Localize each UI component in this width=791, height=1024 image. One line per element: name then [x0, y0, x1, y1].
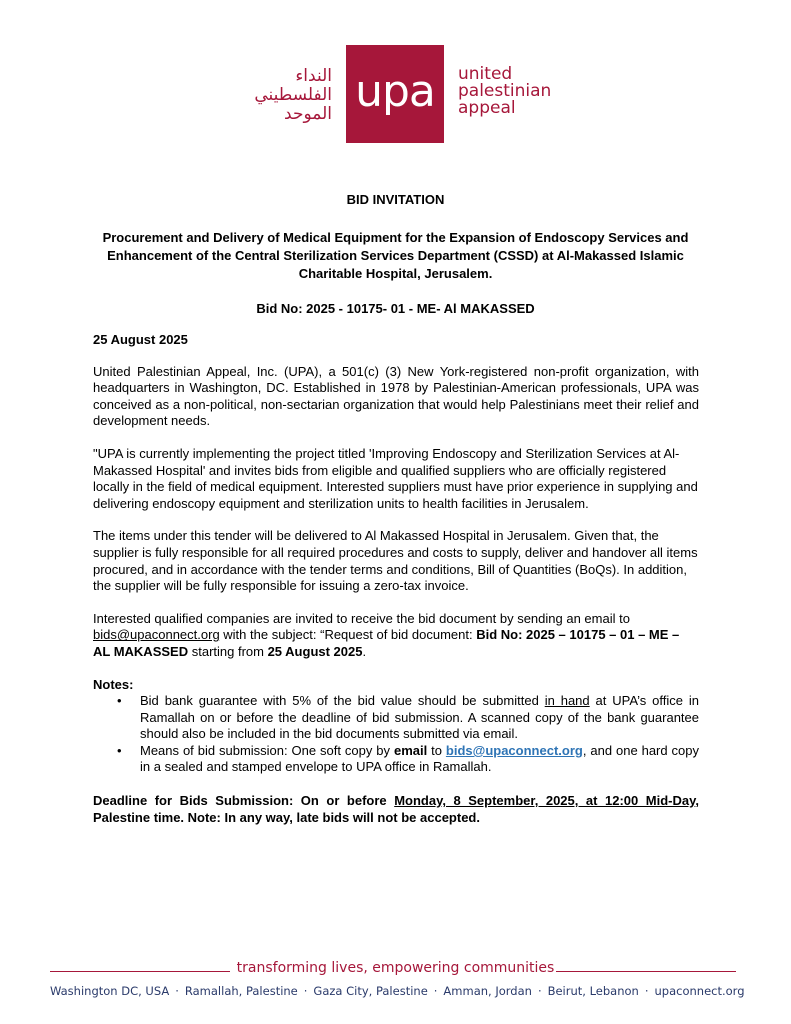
- footer-separator: ·: [537, 984, 542, 998]
- logo-english-line-1: united: [458, 64, 513, 84]
- note-2-email-link[interactable]: bids@upaconnect.org: [445, 742, 583, 758]
- footer-separator: ·: [644, 984, 649, 998]
- paragraph-request: [93, 611, 699, 661]
- footer-tagline: transforming lives, empowering communities: [236, 960, 555, 976]
- bid-number: Bid No: 2025 - 10175- 01 - ME- Al MAKASSED: [256, 301, 535, 316]
- deadline-text-b: , Palestine time. Note: In any way, late bids will not be accepted.: [93, 793, 699, 825]
- deadline-text-a: Deadline for Bids Submission: On or before: [93, 793, 395, 809]
- list-item: [140, 693, 699, 743]
- request-start-date: 25 August 2025: [267, 643, 363, 659]
- logo-arabic-text: [254, 67, 332, 124]
- document-title: BID INVITATION: [346, 192, 445, 207]
- logo-english-line-3: appeal: [458, 98, 516, 118]
- logo-english-text: [458, 66, 551, 117]
- note-2-text-b: to: [427, 742, 446, 758]
- notes-heading: Notes:: [93, 676, 134, 692]
- paragraph-delivery: The items under this tender will be delivered to Al Makassed Hospital in Jerusalem. Given that, the supplier is fully responsible for all required procedures and costs to supply, deliver and handover all items procured, and in accordance with the tender terms and conditions, Bill of Quantities (BoQs). In addition, the supplier will be fully responsible for issuing a zero-tax invoice.: [93, 528, 698, 594]
- footer-locations: [50, 984, 745, 998]
- note-2-text-a: Means of bid submission: One soft copy by: [140, 742, 394, 758]
- request-bid-number: Bid No: 2025 – 10175 – 01 – ME – AL MAKASSED: [93, 627, 680, 659]
- deadline-statement: [93, 793, 699, 826]
- note-1-text-b: at UPA’s office in Ramallah on or before the deadline of bid submission. A scanned copy of the bank guarantee should also be included in the bid documents submitted via email.: [140, 693, 700, 742]
- deadline-date: Monday, 8 September, 2025, at 12:00 Mid-Day: [394, 793, 696, 809]
- document-subtitle: Procurement and Delivery of Medical Equipment for the Expansion of Endoscopy Services and Enhancement of the Central Sterilization Services Department (CSSD) at Al-Makassed Islamic Charitable Hospital, Jerusalem.: [102, 230, 689, 281]
- upa-logo: [0, 45, 791, 145]
- logo-mark-text: upa: [355, 65, 435, 117]
- notes-list: [93, 693, 699, 776]
- logo-mark: [346, 45, 444, 143]
- footer-location: Amman, Jordan: [443, 984, 532, 998]
- note-1-underlined: in hand: [544, 693, 590, 709]
- note-2-email-word: email: [393, 742, 428, 758]
- email-link[interactable]: bids@upaconnect.org: [93, 627, 220, 643]
- footer-separator: ·: [433, 984, 438, 998]
- paragraph-about-upa: United Palestinian Appeal, Inc. (UPA), a 501(c) (3) New York-registered non-profit organization, with headquarters in Washington, DC. Established in 1978 by Palestinian-American professionals, UPA was conceived as a non-political, non-sectarian organization that would help Palestinians meet their relief and development needs.: [93, 363, 699, 429]
- request-text-4: .: [362, 643, 367, 659]
- request-text-3: starting from: [188, 643, 268, 659]
- logo-arabic-line-1: النداء: [295, 66, 332, 86]
- footer-location: Washington DC, USA: [50, 984, 170, 998]
- document-body: [93, 332, 699, 826]
- logo-arabic-line-2: الفلسطيني: [254, 85, 332, 105]
- footer-location: Beirut, Lebanon: [547, 984, 639, 998]
- logo-english-line-2: palestinian: [458, 81, 552, 101]
- footer-location: Ramallah, Palestine: [184, 984, 298, 998]
- request-text-1: Interested qualified companies are invited to receive the bid document by sending an email to: [93, 610, 630, 626]
- footer-separator: ·: [303, 984, 308, 998]
- list-item: [140, 743, 699, 776]
- note-2-text-c: , and one hard copy in a sealed and stamped envelope to UPA office in Ramallah.: [140, 742, 699, 775]
- footer-separator: ·: [175, 984, 179, 998]
- logo-arabic-line-3: الموحد: [284, 104, 332, 124]
- note-1-text-a: Bid bank guarantee with 5% of the bid value should be submitted: [140, 693, 545, 709]
- footer-divider-right: [556, 971, 736, 972]
- footer-location: Gaza City, Palestine: [313, 984, 428, 998]
- issue-date: 25 August 2025: [93, 332, 188, 347]
- footer-website-link[interactable]: upaconnect.org: [654, 984, 745, 998]
- paragraph-project: "UPA is currently implementing the project titled 'Improving Endoscopy and Sterilization Services at Al-Makassed Hospital' and invites bids from eligible and qualified suppliers who are officially registered locally in the field of medical equipment. Interested suppliers must have prior experience in supplying and delivering endoscopy equipment and sterilization units to health facilities in Jerusalem.: [93, 445, 698, 511]
- request-text-2: with the subject: “Request of bid document:: [219, 627, 477, 643]
